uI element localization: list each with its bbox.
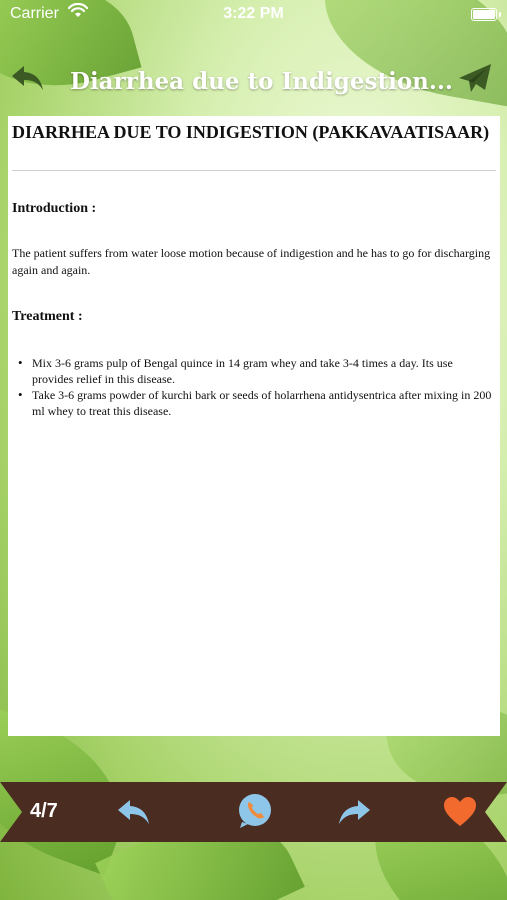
call-button[interactable]	[236, 792, 272, 828]
treatment-list	[12, 355, 496, 419]
carrier-label: Carrier	[10, 5, 59, 22]
previous-button[interactable]	[116, 794, 152, 830]
back-arrow-icon	[10, 62, 46, 94]
forward-arrow-icon	[336, 794, 372, 830]
heart-icon	[442, 794, 478, 830]
battery-icon	[471, 8, 497, 21]
paper-plane-icon	[457, 62, 493, 94]
phone-chat-icon	[236, 792, 274, 830]
share-button[interactable]	[457, 62, 497, 98]
next-button[interactable]	[336, 794, 372, 830]
back-button[interactable]	[10, 62, 50, 98]
navigation-bar	[0, 30, 507, 110]
treatment-heading: Treatment :	[12, 309, 83, 324]
article-title: DIARRHEA DUE TO INDIGESTION (PAKKAVAATISAAR)	[12, 122, 490, 142]
article-content	[8, 116, 500, 736]
introduction-text: The patient suffers from water loose motion because of indigestion and he has to go for discharging again and again.	[12, 246, 491, 277]
status-bar	[0, 0, 507, 30]
introduction-heading: Introduction :	[12, 201, 97, 216]
treatment-item: • Mix 3-6 grams pulp of Bengal quince in 14 gram whey and take 3-4 times a day. Its use provides relief in this disease.	[12, 355, 496, 387]
status-time: 3:22 PM	[223, 5, 284, 22]
favorite-button[interactable]	[442, 794, 478, 830]
title-divider	[12, 170, 496, 171]
reply-arrow-icon	[116, 794, 152, 830]
page-title: Diarrhea due to Indigestion...	[70, 68, 453, 95]
page-counter: 4/7	[30, 800, 58, 822]
treatment-item: • Take 3-6 grams powder of kurchi bark or seeds of holarrhena antidysentrica after mixing in 200 ml whey to treat this disease.	[12, 387, 496, 419]
bottom-toolbar	[0, 778, 507, 846]
battery-tip	[499, 12, 501, 17]
